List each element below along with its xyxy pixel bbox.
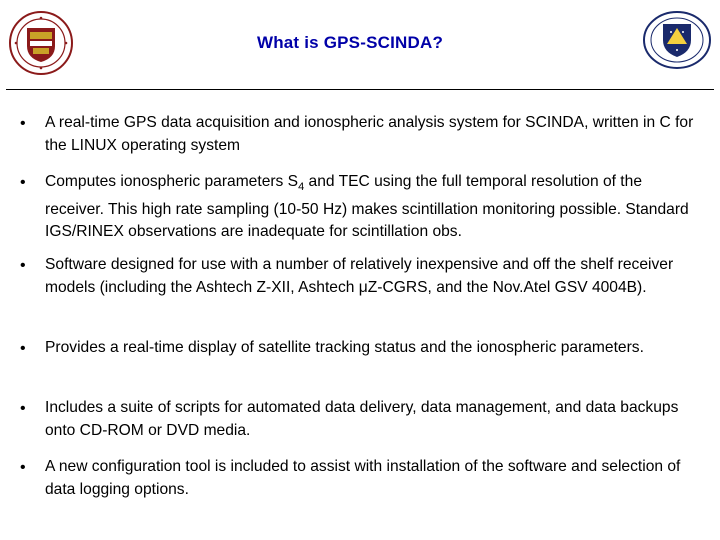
bullet-text-part: and TEC using the full temporal resolution of the receiver. This high rate sampling (10-50 Hz) makes scintillation monitoring possible. Standard IGS/RINEX observations are inadequate for scintillation obs. — [45, 173, 689, 241]
bullet-icon: • — [20, 257, 26, 274]
bullet-text — [45, 171, 695, 244]
bullet-text: Includes a suite of scripts for automated data delivery, data management, and data backups onto CD-ROM or DVD media. — [45, 399, 679, 439]
air-force-shield-logo — [642, 10, 712, 70]
bullet-icon: • — [20, 174, 26, 191]
bullet-text-part: Computes ionospheric parameters S — [45, 173, 299, 190]
bullet-text: A new configuration tool is included to assist with installation of the software and selection of data logging options. — [45, 458, 681, 498]
bullet-text: A real-time GPS data acquisition and ionospheric analysis system for SCINDA, written in C for the LINUX operating system — [45, 114, 694, 154]
bullet-icon: • — [20, 115, 26, 132]
subscript: 4 — [298, 181, 305, 194]
bullet-icon: • — [20, 459, 26, 476]
bullet-text — [45, 254, 695, 299]
bullet-icon: • — [20, 340, 26, 357]
boston-college-seal-logo — [8, 10, 74, 76]
mu-symbol: μ — [358, 278, 368, 296]
slide-title: What is GPS-SCINDA? — [256, 33, 444, 52]
bullet-text: Provides a real-time display of satellite tracking status and the ionospheric parameters. — [45, 339, 644, 356]
bullet-icon: • — [20, 400, 26, 417]
bullet-text-part: Software designed for use with a number of relatively inexpensive and off the shelf receiver models (including the Ashtech Z-XII, Ashtech — [45, 256, 674, 296]
bullet-text-part: Z-CGRS, and the Nov.Atel GSV 4004B). — [367, 278, 647, 296]
title-divider — [6, 89, 714, 90]
